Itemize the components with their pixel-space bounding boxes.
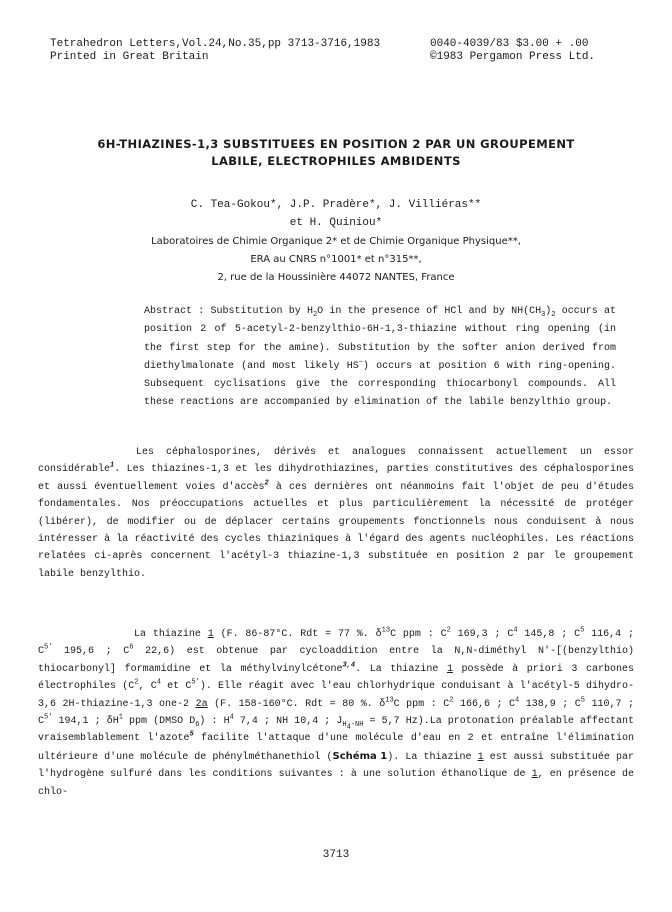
affiliation-line-1: Laboratoires de Chimie Organique 2* et de Chimie Organique Physique**, [151,236,521,247]
affiliation-line-3: 2, rue de la Houssinière 44072 NANTES, France [217,272,455,283]
issn-price-line: 0040-4039/83 $3.00 + .00 [430,38,589,50]
compound-number: 1 [446,663,453,675]
abstract: Abstract : Substitution by $H_2O$ in the presence of HCl and by $NH(CH_3)_2$ occurs at position 2 of 5-acetyl-2-benzylthio-6H-1,3-thiazine without ring opening (in the first step for the amine). Substitution by the softer anion derived from diethylmalonate (and most likely HS−) occurs at position 6 with ring-opening. Subsequent cyclisations give the corresponding thiocarbonyl compounds. All these reactions are accompanied by elimination of the labile benzylthio group. [144,306,616,409]
compound-number: 1 [477,751,484,763]
copyright-block [430,38,595,64]
reference-3-4: 3,4 [342,661,356,670]
article-title [60,136,612,170]
paragraph-thiazine: La thiazine 1 (F. 86-87°C. Rdt = 77 %. $\delta^{13}C$ ppm : $C^2$ 169,3 ; $C^4$ 145,8 ; $C^5$ 116,4 ; $C^{5'}$ 195,6 ; $C^6$ 22,6) est obtenue par cycloaddition entre la N,N-diméthyl N'-[(benzylthio) thiocarbonyl] formamidine et la méthylvinylcétone$^{3,4}$. La thiazine 1 possède à priori 3 carbones électrophiles ($C^2$, $C^4$ et $C^{5'}$). Elle réagit avec l'eau chlorhydrique conduisant à l'acétyl-5 dihydro-3,6 2H-thiazine-1,3 one-2 2a (F. 158-160°C. Rdt = 80 %. $\delta^{13}C$ ppm : $C^2$ 166,6 ; $C^4$ 138,9 ; $C^5$ 110,7 ; $C^{5'}$ 194,1 ; $\delta H^1$ ppm (DMSO $D_6$) : $H^4$ 7,4 ; NH 10,4 ; $J_{H_4-NH} = 5,7$ Hz).La protonation préalable affectant vraisemblablement l'azote$^5$ facilite l'attaque d'une molécule d'eau en 2 et entraîne l'élimination ultérieure d'une molécule de phénylméthanethiol (Schéma 1). La thiazine 1 est aussi substituée par l'hydrogène sulfuré dans les conditions suivantes : à une solution éthanolique de 1, en présence de chlo- [38,626,635,798]
citation-line: Tetrahedron Letters,Vol.24,No.35,pp 3713-3716,1983 [50,38,381,50]
journal-citation [50,38,380,64]
paragraph-introduction: Les céphalosporines, dérivés et analogues connaissent actuellement un essor considérable$^1$. Les thiazines-1,3 et les dihydrothiazines, parties constitutives des céphalosporines et aussi éventuellement voies d'accès$^2$ à ces dernières ont néanmoins fait l'objet de peu d'études fondamentales. Nos préoccupations actuelles et plus particulièrement la nécessité de protéger (libérer), de modifier ou de déplacer certains groupements fonctionnels nous conduisent à nous intéresser à la réactivité des cycles thiaziniques à l'égard des agents nucléophiles. Les réactions relatées ci-après concernent l'acétyl-3 thiazine-1,3 substituée en position 2 par le groupement labile benzylthio. [38,447,634,580]
affiliation-line-2: ERA au CNRS n°1001* et n°315**, [250,254,422,265]
page-number: 3713 [322,849,350,861]
authors-line-2: et H. Quiniou* [289,217,383,229]
affiliation [40,233,632,287]
reference-2: 2 [264,479,269,488]
authors [60,196,612,232]
copyright-line: ©1983 Pergamon Press Ltd. [430,51,596,63]
compound-number: 1 [531,769,538,781]
reference-5: 5 [189,731,194,740]
reference-1: 1 [110,462,115,471]
title-line-2: LABILE, ELECTROPHILES AMBIDENTS [211,154,461,168]
authors-line-1: C. Tea-Gokou*, J.P. Pradère*, J. Villiéras** [190,199,482,211]
scheme-reference: Schéma 1 [332,750,388,762]
title-line-1: 6H-THIAZINES-1,3 SUBSTITUEES EN POSITION 2 PAR UN GROUPEMENT [97,137,575,151]
compound-number: 2a [195,698,208,710]
compound-number: 1 [207,629,214,640]
printed-in-line: Printed in Great Britain [50,51,209,63]
